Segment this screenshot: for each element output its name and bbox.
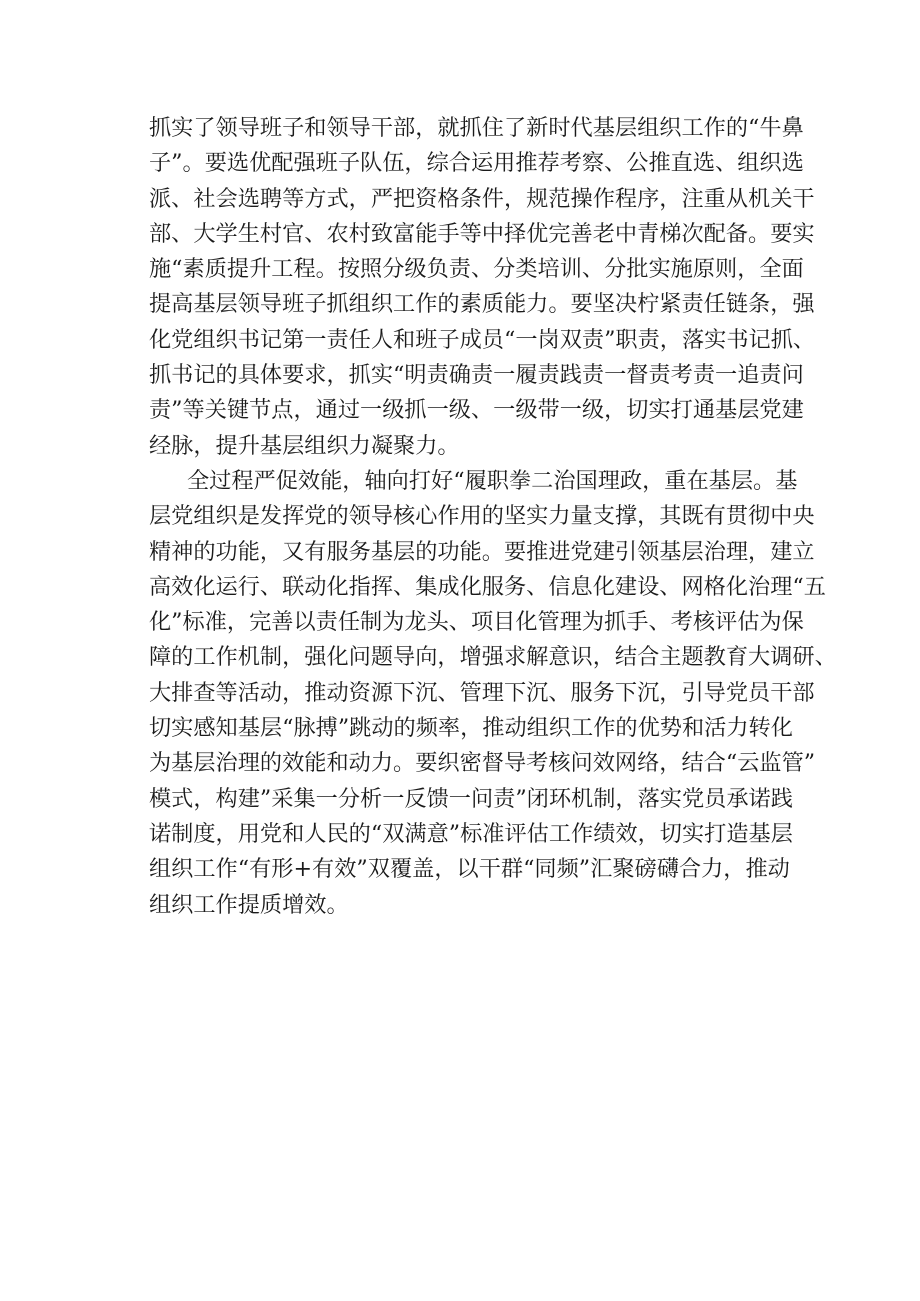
text-line: 抓书记的具体要求，抓实“明责确责一履责践责一督责考责一追责问 [149, 362, 804, 389]
text-line: 化党组织书记第一责任人和班子成员“一岗双责”职责，落实书记抓、 [149, 326, 816, 353]
text-line: 精神的功能，又有服务基层的功能。要推进党建引领基层治理，建立 [149, 538, 815, 565]
text-line: 模式，构建”采集一分析一反馈一问责”闭环机制，落实党员承诺践 [149, 785, 793, 812]
text-line: 组织工作提质增效。 [149, 891, 349, 918]
text-line: 子”。要选优配强班子队伍，综合运用推荐考察、公推直选、组织选 [149, 150, 804, 177]
text-line: 大排查等活动，推动资源下沉、管理下沉、服务下沉，引导党员干部 [149, 679, 815, 706]
text-line: 全过程严促效能，轴向打好“履职拳二治国理政，重在基层。基 [187, 467, 798, 494]
text-line: 化”标准，完善以责任制为龙头、项目化管理为抓手、考核评估为保 [149, 609, 804, 636]
text-line: 诺制度，用党和人民的“双满意”标准评估工作绩效，切实打造基层 [149, 820, 793, 847]
paragraph-2 [149, 464, 837, 923]
text-line: 派、社会选聘等方式，严把资格条件，规范操作程序，注重从机关干 [149, 185, 815, 212]
text-line: 障的工作机制，强化问题导向，增强求解意识，结合主题教育大调研、 [149, 644, 837, 671]
text-line: 为基层治理的效能和动力。要织密督导考核问效网络，结合“云监管” [149, 750, 816, 777]
text-line: 部、大学生村官、农村致富能手等中择优完善老中青梯次配备。要实 [149, 220, 815, 247]
text-line: 高效化运行、联动化指挥、集成化服务、信息化建设、网格化治理“五 [149, 573, 826, 600]
text-line: 抓实了领导班子和领导干部，就抓住了新时代基层组织工作的“牛鼻 [149, 115, 804, 141]
text-line: 组织工作“有形+有效”双覆盖，以干群“同频”汇聚磅礴合力，推动 [149, 856, 790, 883]
text-line: 责”等关键节点，通过一级抓一级、一级带一级，切实打通基层党建 [149, 397, 804, 424]
text-line: 提高基层领导班子抓组织工作的素质能力。要坚决柠紧责任链条，强 [149, 291, 815, 318]
text-line: 施“素质提升工程。按照分级负责、分类培训、分批实施原则，全面 [149, 256, 804, 283]
text-line: 层党组织是发挥党的领导核心作用的坚实力量支撑，其既有贯彻中央 [149, 503, 815, 530]
document-body [149, 111, 837, 923]
text-line: 经脉，提升基层组织力凝聚力。 [149, 432, 460, 459]
paragraph-1 [149, 111, 816, 464]
text-line: 切实感知基层“脉搏”跳动的频率，推动组织工作的优势和活力转化 [149, 715, 793, 742]
